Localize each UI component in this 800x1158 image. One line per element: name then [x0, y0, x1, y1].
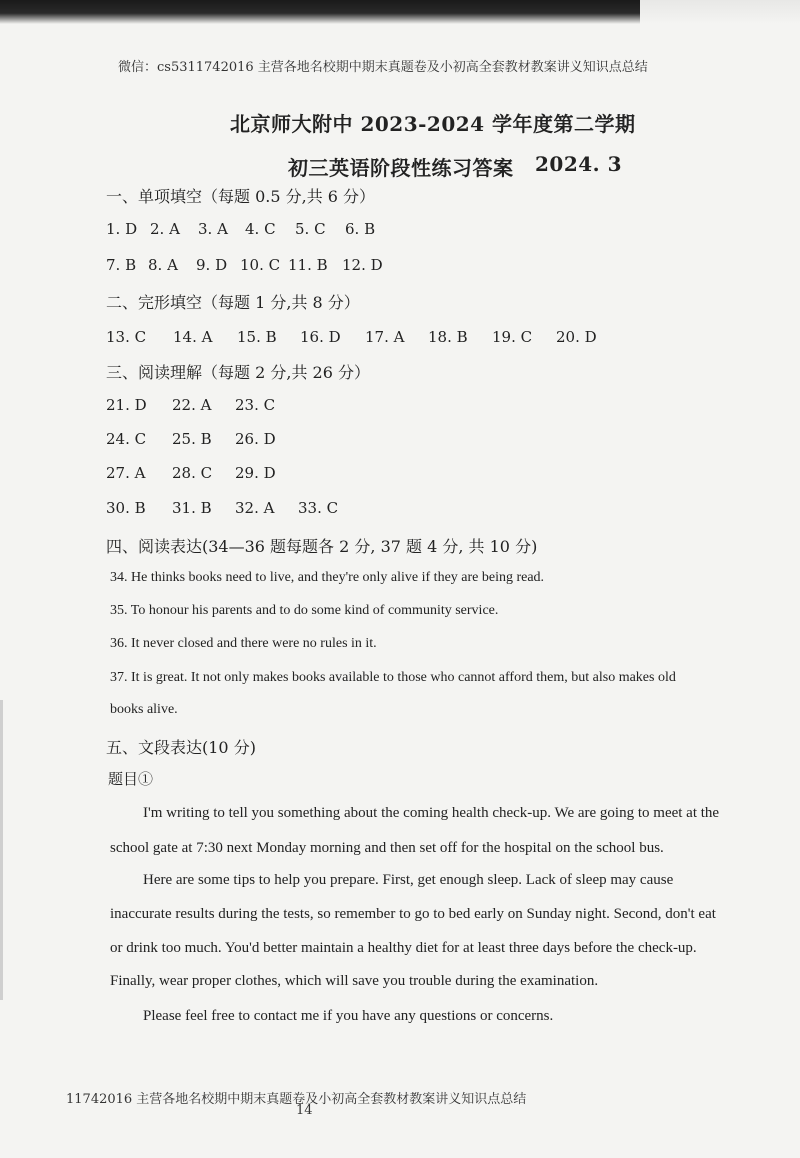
section-5-heading: 五、文段表达(10 分): [106, 738, 256, 757]
section-3-heading: 三、阅读理解（每题 2 分,共 26 分）: [106, 363, 370, 382]
watermark-bottom: 11742016 主营各地名校期中期末真题卷及小初高全套教材教案讲义知识点总结: [66, 1092, 527, 1107]
answer: 21. D: [106, 396, 147, 414]
essay-line: Here are some tips to help you prepare. First, get enough sleep. Lack of sleep may cause: [143, 872, 674, 888]
answer: 19. C: [492, 328, 533, 346]
answer-34: 34. He thinks books need to live, and they're only alive if they are being read.: [110, 570, 545, 585]
section-1-heading: 一、单项填空（每题 0.5 分,共 6 分）: [106, 187, 376, 206]
page-fold-line: [0, 700, 3, 1000]
answer-37-line-2: books alive.: [110, 702, 178, 717]
answer: 29. D: [235, 464, 276, 482]
answer: 8. A: [148, 256, 178, 274]
answer: 7. B: [106, 256, 137, 274]
answer: 15. B: [237, 328, 277, 346]
answer: 3. A: [198, 220, 228, 238]
answer: 13. C: [106, 328, 147, 346]
title-date: 2024. 3: [535, 152, 623, 176]
answer: 17. A: [365, 328, 405, 346]
answer: 10. C: [240, 256, 281, 274]
answer: 26. D: [235, 430, 276, 448]
photo-edge-highlight: [640, 0, 800, 24]
answer: 14. A: [173, 328, 213, 346]
answer: 20. D: [556, 328, 597, 346]
answer: 11. B: [288, 256, 328, 274]
answer: 28. C: [172, 464, 213, 482]
title-line-2: 初三英语阶段性练习答案: [288, 156, 514, 180]
answer-36: 36. It never closed and there were no rules in it.: [110, 636, 377, 651]
section-4-heading: 四、阅读表达(34—36 题每题各 2 分, 37 题 4 分, 共 10 分): [106, 537, 538, 556]
answer: 32. A: [235, 499, 275, 517]
answer: 18. B: [428, 328, 468, 346]
answer: 6. B: [345, 220, 376, 238]
essay-line: or drink too much. You'd better maintain a healthy diet for at least three days before the check-up.: [110, 940, 697, 956]
answer: 2. A: [150, 220, 180, 238]
answer: 9. D: [196, 256, 228, 274]
title-line-1: 北京师大附中 2023-2024 学年度第二学期: [230, 112, 636, 136]
answer: 27. A: [106, 464, 146, 482]
essay-line: school gate at 7:30 next Monday morning and then set off for the hospital on the school bus.: [110, 840, 664, 856]
essay-line: Finally, wear proper clothes, which will save you trouble during the examination.: [110, 973, 599, 989]
answer: 4. C: [245, 220, 276, 238]
essay-topic: 题目①: [108, 770, 154, 788]
section-2-heading: 二、完形填空（每题 1 分,共 8 分）: [106, 293, 360, 312]
answer: 5. C: [295, 220, 326, 238]
answer: 30. B: [106, 499, 146, 517]
answer: 16. D: [300, 328, 341, 346]
essay-line: inaccurate results during the tests, so remember to go to bed early on Sunday night. Second, don't eat: [110, 906, 716, 922]
answer: 25. B: [172, 430, 212, 448]
answer-37-line-1: 37. It is great. It not only makes books available to those who cannot afford them, but also makes old: [110, 670, 676, 685]
answer: 22. A: [172, 396, 212, 414]
answer: 12. D: [342, 256, 383, 274]
page-number: 14: [296, 1103, 313, 1118]
answer: 33. C: [298, 499, 339, 517]
essay-line: Please feel free to contact me if you have any questions or concerns.: [143, 1008, 554, 1024]
answer: 24. C: [106, 430, 147, 448]
watermark-top: 微信：cs5311742016 主营各地名校期中期末真题卷及小初高全套教材教案讲义知识点总结: [118, 60, 648, 75]
answer: 23. C: [235, 396, 276, 414]
answer: 31. B: [172, 499, 212, 517]
answer-35: 35. To honour his parents and to do some kind of community service.: [110, 603, 499, 618]
answer: 1. D: [106, 220, 138, 238]
essay-line: I'm writing to tell you something about the coming health check-up. We are going to meet at the: [143, 805, 720, 821]
